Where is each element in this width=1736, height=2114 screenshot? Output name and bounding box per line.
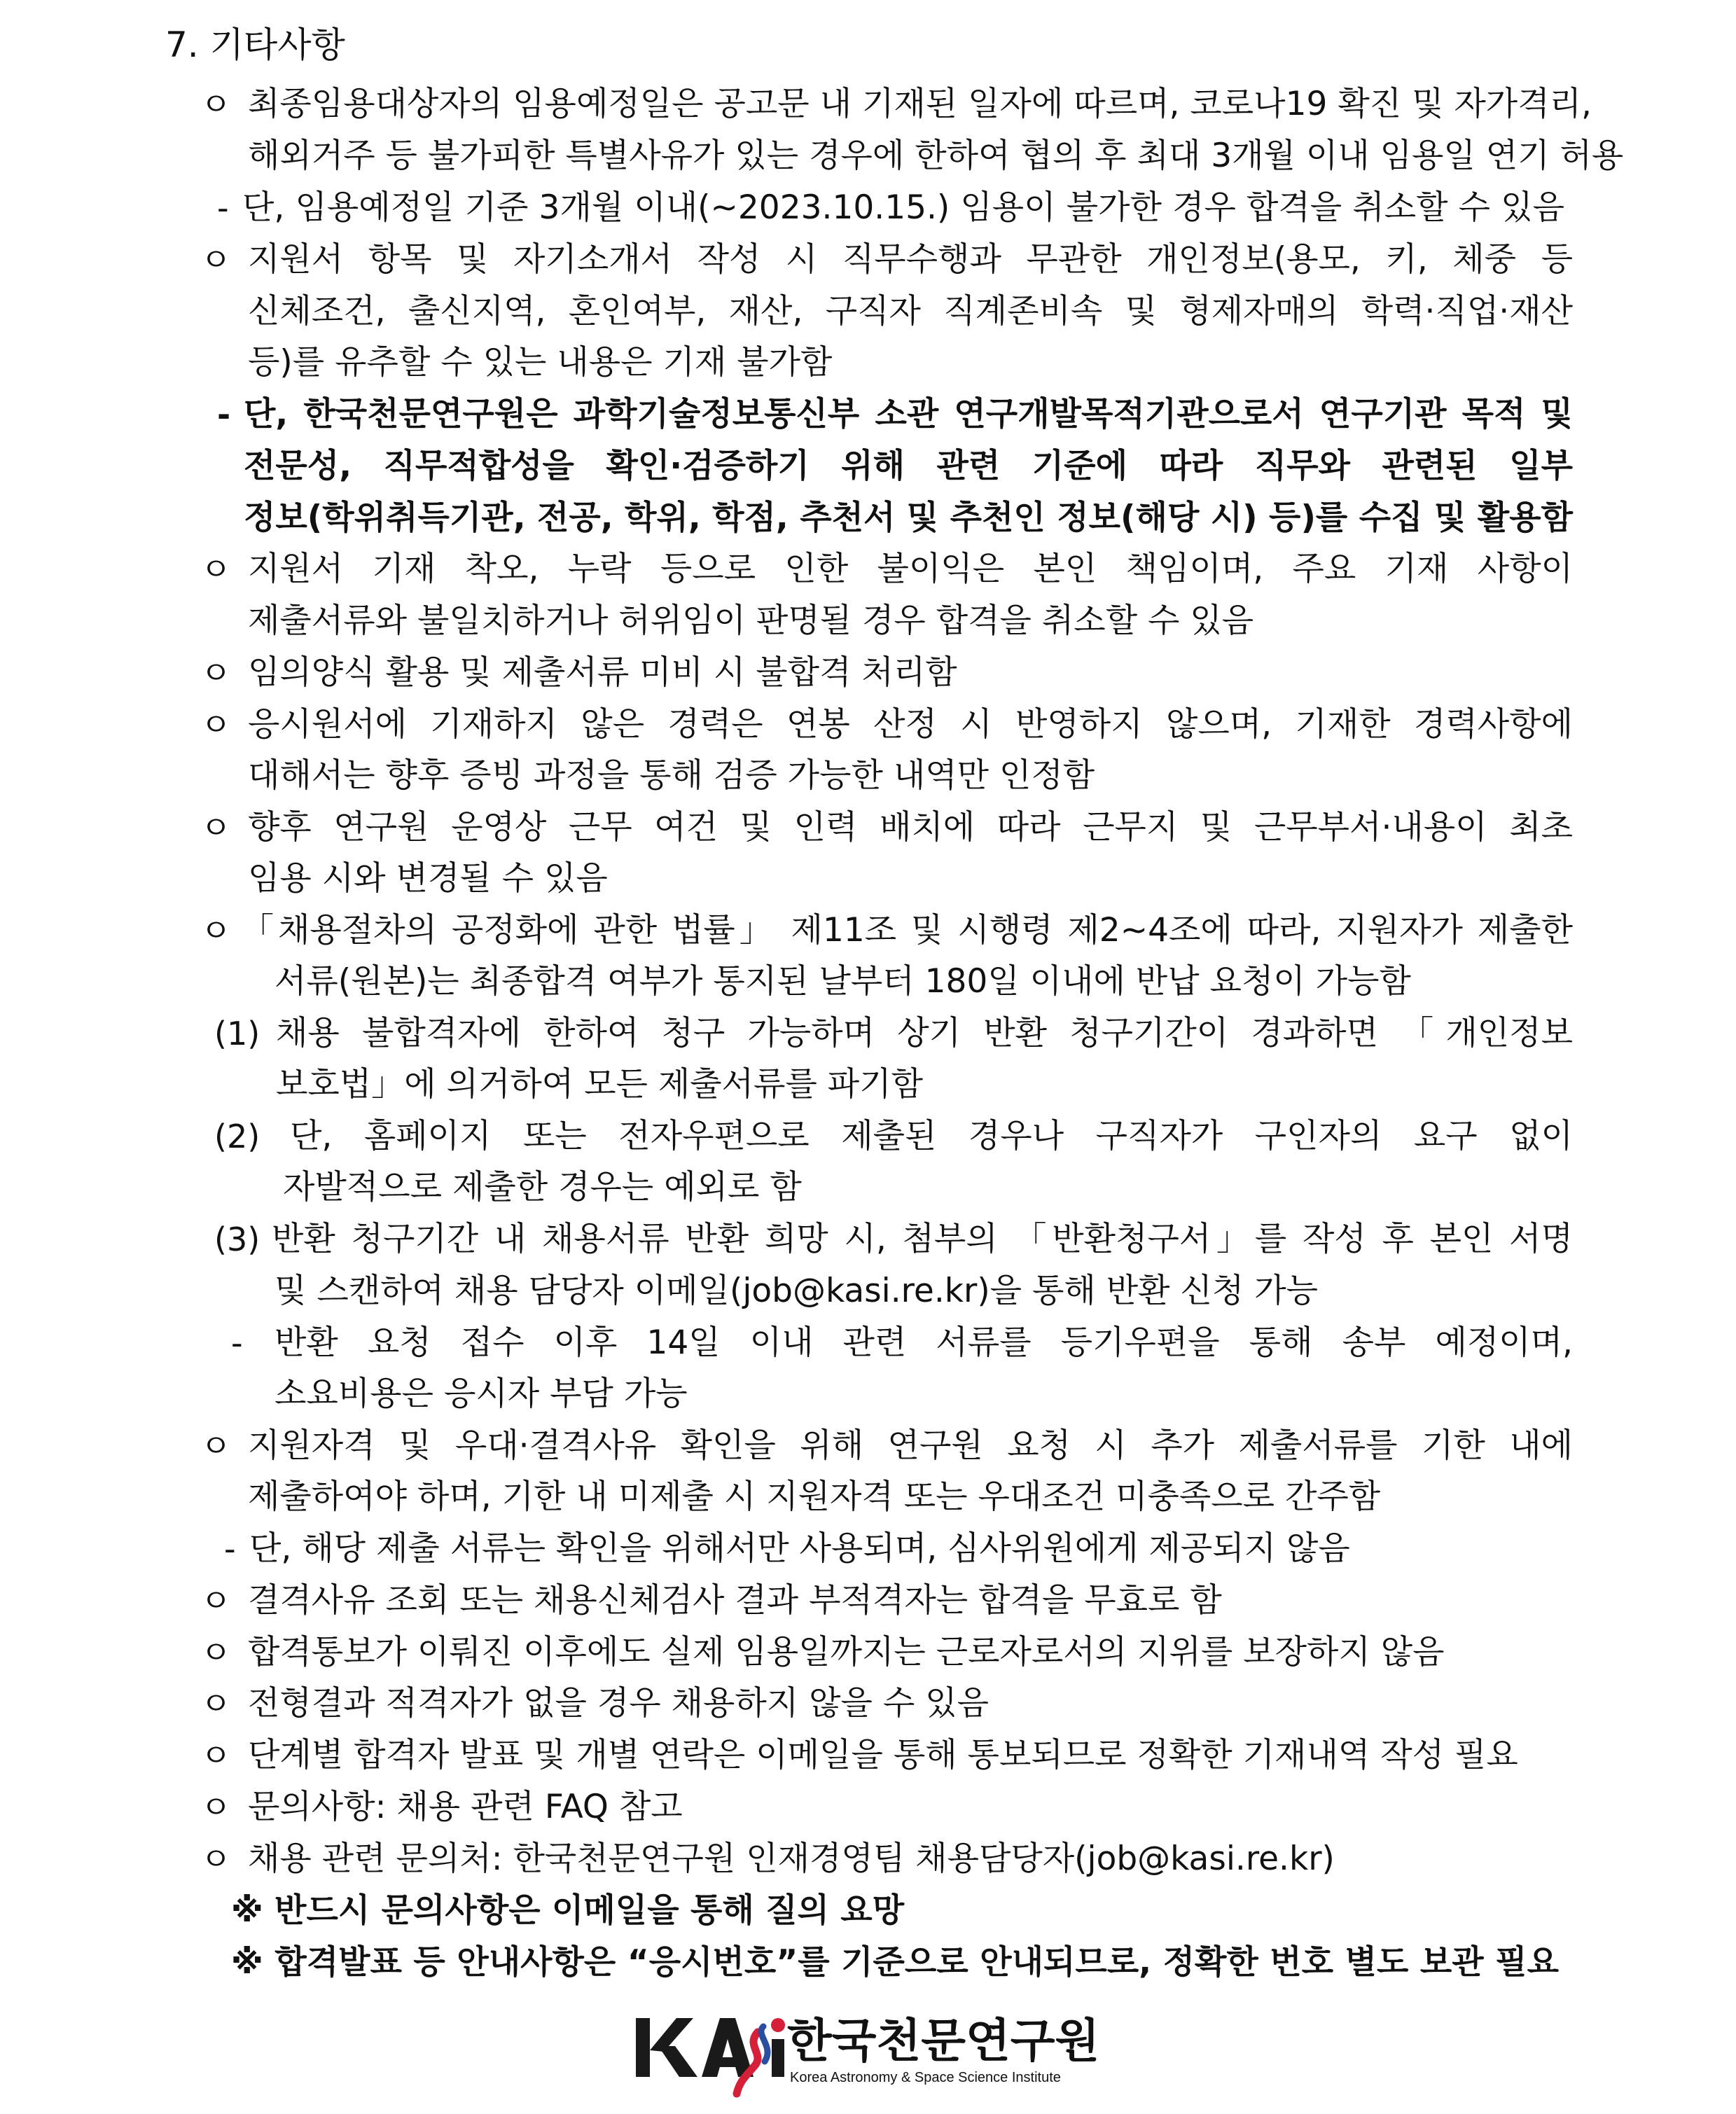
bullet-marker: ㅇ	[200, 1634, 232, 1671]
bullet-marker: ㅇ	[200, 1427, 232, 1465]
numbered-marker: (3)	[214, 1221, 261, 1258]
item-text: 향후 연구원 운영상 근무 여건 및 인력 배치에 따라 근무지 및 근무부서·내용이 최초	[248, 808, 1573, 847]
item-text: 제출하여야 하며, 기한 내 미제출 시 지원자격 또는 우대조건 미충족으로 간주함	[248, 1477, 1381, 1516]
item-text: 문의사항: 채용 관련 FAQ 참고	[248, 1788, 683, 1826]
item-text: 최종임용대상자의 임용예정일은 공고문 내 기재된 일자에 따르며, 코로나19 확진 및 자가격리,	[248, 85, 1592, 123]
dash-marker: -	[224, 1530, 236, 1568]
item-text: 채용 불합격자에 한하여 청구 가능하며 상기 반환 청구기간이 경과하면 「개인정보	[276, 1014, 1573, 1052]
item-text: 대해서는 향후 증빙 과정을 통해 검증 가능한 내역만 인정함	[248, 756, 1095, 795]
section-title: 7. 기타사항	[165, 25, 345, 65]
item-text: 단, 임용예정일 기준 3개월 이내(~2023.10.15.) 임용이 불가한 경우 합격을 취소할 수 있음	[242, 188, 1564, 227]
item-text: 단, 해당 제출 서류는 확인을 위해서만 사용되며, 심사위원에게 제공되지 않음	[249, 1529, 1350, 1568]
dash-marker: -	[217, 396, 231, 433]
item-text: 합격통보가 이뤄진 이후에도 실제 임용일까지는 근로자로서의 지위를 보장하지 않음	[248, 1633, 1445, 1671]
item-text: 보호법」에 의거하여 모든 제출서류를 파기함	[276, 1065, 923, 1104]
bullet-marker: ㅇ	[200, 912, 232, 950]
notice-text: ※ 반드시 문의사항은 이메일을 통해 질의 요망	[231, 1891, 905, 1930]
item-text: 지원서 기재 착오, 누락 등으로 인한 불이익은 본인 책임이며, 주요 기재 사항이	[248, 550, 1573, 588]
item-text: 전형결과 적격자가 없을 경우 채용하지 않을 수 있음	[248, 1684, 989, 1723]
bullet-marker: ㅇ	[200, 1685, 232, 1723]
notice-text: ※ 합격발표 등 안내사항은 “응시번호”를 기준으로 안내되므로, 정확한 번호 별도 보관 필요	[231, 1943, 1559, 1982]
bullet-marker: ㅇ	[200, 1840, 232, 1878]
item-text: 등)를 유추할 수 있는 내용은 기재 불가함	[248, 343, 833, 382]
item-text: 반환 요청 접수 이후 14일 이내 관련 서류를 등기우편을 통해 송부 예정이며,	[275, 1323, 1573, 1362]
item-text: 임용 시와 변경될 수 있음	[248, 859, 608, 898]
bullet-marker: ㅇ	[200, 1582, 232, 1620]
kasi-logo-mark-icon	[634, 2011, 789, 2098]
item-text: 지원서 항목 및 자기소개서 작성 시 직무수행과 무관한 개인정보(용모, 키, 체중 등	[248, 240, 1573, 279]
item-text: 응시원서에 기재하지 않은 경력은 연봉 산정 시 반영하지 않으며, 기재한 경력사항에	[248, 705, 1573, 744]
item-text: 지원자격 및 우대·결격사유 확인을 위해 연구원 요청 시 추가 제출서류를 기한 내에	[248, 1426, 1573, 1465]
kasi-logo	[634, 2011, 1167, 2098]
numbered-marker: (1)	[214, 1015, 261, 1052]
bullet-marker: ㅇ	[200, 1788, 232, 1826]
institute-name-english: Korea Astronomy & Space Science Institute	[790, 2070, 1061, 2085]
item-text: 소요비용은 응시자 부담 가능	[275, 1375, 688, 1413]
dash-marker: -	[217, 189, 229, 227]
item-text: 해외거주 등 불가피한 특별사유가 있는 경우에 한하여 협의 후 최대 3개월 이내 임용일 연기 허용	[248, 137, 1624, 175]
item-text: 단, 홈페이지 또는 전자우편으로 제출된 경우나 구직자가 구인자의 요구 없이	[290, 1117, 1573, 1155]
institute-name-korean: 한국천문연구원	[787, 2014, 1100, 2068]
item-text: 「채용절차의 공정화에 관한 법률」 제11조 및 시행령 제2~4조에 따라, 지원자가 제출한	[241, 911, 1573, 950]
item-text: 단계별 합격자 발표 및 개별 연락은 이메일을 통해 통보되므로 정확한 기재내역 작성 필요	[248, 1736, 1518, 1774]
bullet-marker: ㅇ	[200, 809, 232, 847]
item-text: 채용 관련 문의처: 한국천문연구원 인재경영팀 채용담당자(job@kasi.re.kr)	[248, 1840, 1335, 1878]
bullet-marker: ㅇ	[200, 241, 232, 279]
item-text: 자발적으로 제출한 경우는 예외로 함	[283, 1168, 802, 1206]
item-text: 결격사유 조회 또는 채용신체검사 결과 부적격자는 합격을 무효로 함	[248, 1581, 1222, 1620]
dash-marker: -	[231, 1324, 243, 1362]
bullet-marker: ㅇ	[200, 654, 232, 692]
item-text: 신체조건, 출신지역, 혼인여부, 재산, 구직자 직계존비속 및 형제자매의 학력·직업·재산	[248, 292, 1573, 331]
item-text: 서류(원본)는 최종합격 여부가 통지된 날부터 180일 이내에 반납 요청이 가능함	[275, 962, 1411, 1001]
item-text: 및 스캔하여 채용 담당자 이메일(job@kasi.re.kr)을 통해 반환 신청 가능	[275, 1272, 1319, 1310]
bullet-marker: ㅇ	[200, 85, 232, 123]
numbered-marker: (2)	[214, 1118, 261, 1155]
item-text: 반환 청구기간 내 채용서류 반환 희망 시, 첨부의 「반환청구서」를 작성 후 본인 서명	[272, 1220, 1573, 1258]
item-text-bold: 전문성, 직무적합성을 확인·검증하기 위해 관련 기준에 따라 직무와 관련된 일부	[244, 447, 1573, 485]
bullet-marker: ㅇ	[200, 550, 232, 588]
item-text: 제출서류와 불일치하거나 허위임이 판명될 경우 합격을 취소할 수 있음	[248, 601, 1254, 640]
item-text: 임의양식 활용 및 제출서류 미비 시 불합격 처리함	[248, 653, 957, 692]
bullet-marker: ㅇ	[200, 1737, 232, 1774]
bullet-marker: ㅇ	[200, 706, 232, 744]
item-text-bold: 정보(학위취득기관, 전공, 학위, 학점, 추천서 및 추천인 정보(해당 시) 등)를 수집 및 활용함	[244, 499, 1573, 537]
item-text-bold: 단, 한국천문연구원은 과학기술정보통신부 소관 연구개발목적기관으로서 연구기관 목적 및	[244, 395, 1573, 433]
